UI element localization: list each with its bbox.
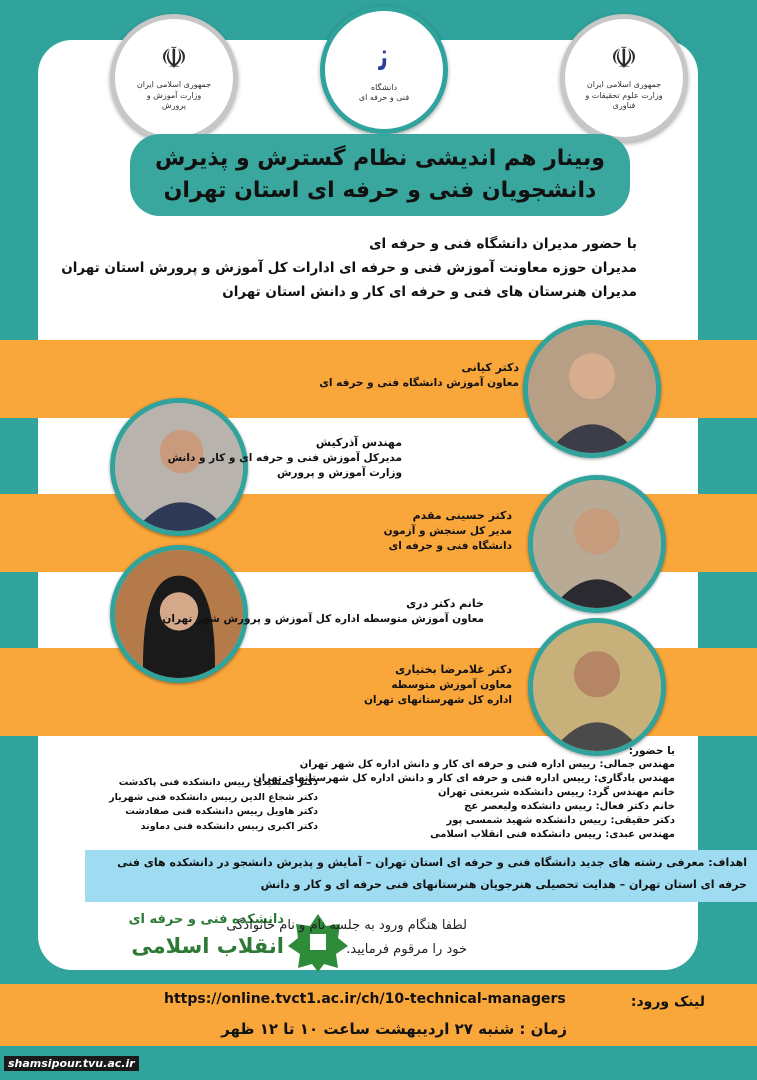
emblem-icon: ☫: [160, 41, 188, 77]
attendee-item: خانم دکتر فعال: رییس دانشکده ولیعصر عج: [464, 801, 675, 812]
attendee-item: دکتر حقیقی: رییس دانشکده شهید شمسی پور: [446, 815, 675, 826]
speaker-role: معاون آموزش متوسطه اداره کل آموزش و پرورش شهر تهران: [162, 613, 484, 625]
registration-note: [226, 914, 467, 962]
attendee-item: خانم مهندس گرد: رییس دانشکده شریعتی تهران: [438, 787, 675, 798]
speaker-name: دکتر کیانی: [461, 361, 519, 374]
speaker-name: مهندس آذرکیش: [315, 436, 402, 449]
registration-line-1: لطفا هنگام ورود به جلسه نام و نام خانوادگی: [226, 918, 467, 933]
ministry-science-logo-text: جمهوری اسلامی ایران وزارت علوم تحقیقات و فناوری: [585, 80, 663, 111]
ministry-science-logo: [560, 14, 688, 142]
speaker-name: خانم دکتر دری: [406, 597, 484, 610]
goals-line-1: اهداف: معرفی رشته های جدید دانشگاه فنی و حرفه ای استان تهران – آمایش و پذیرش دانشجو در دانشکده های فنی: [117, 856, 747, 869]
university-logo-text: دانشگاه فنی و حرفه ای: [358, 82, 410, 102]
university-emblem-icon: ﻧ: [378, 33, 390, 80]
ministry-education-logo-text: جمهوری اسلامی ایران وزارت آموزش و پرورش: [136, 80, 212, 111]
speaker-photo-kiani: [523, 320, 661, 458]
speaker-photo-bakhtiari: [528, 618, 666, 756]
deans-list: [109, 776, 318, 834]
ministry-education-logo: [110, 14, 238, 142]
person-icon: [533, 623, 661, 751]
college-name-1: دانشکده فنی و حرفه ای: [128, 912, 284, 927]
attendee-item: مهندس جمالی: رییس اداره فنی و حرفه ای کار و دانش اداره کل شهر تهران: [299, 759, 675, 770]
dean-item: دکتر هاویل رییس دانشکده فنی صفادشت: [125, 806, 318, 817]
dean-item: دکتر شجاع الدین رییس دانشکده فنی شهریار: [109, 791, 318, 803]
speaker-azarkish: [168, 435, 402, 481]
college-name-2: انقلاب اسلامی: [131, 934, 284, 958]
emblem-icon: ☫: [610, 41, 638, 77]
attendees-title: با حضور:: [628, 745, 675, 757]
university-logo: [320, 6, 448, 134]
speaker-name: دکتر حسینی مقدم: [412, 509, 512, 522]
speaker-role: دانشگاه فنی و حرفه ای: [388, 540, 512, 552]
dean-item: دکتر جمشیدی رییس دانشکده فنی پاکدشت: [118, 777, 318, 788]
speaker-role: اداره کل شهرستانهای تهران: [363, 694, 512, 706]
attendee-item: مهندس یادگاری: رییس اداره فنی و حرفه ای کار و دانش اداره کل شهرستانهای تهران: [253, 773, 675, 784]
speaker-role: مدیر کل سنجش و آزمون: [383, 525, 512, 537]
speaker-name: دکتر غلامرضا بختیاری: [395, 663, 512, 676]
webinar-link[interactable]: https://online.tvct1.ac.ir/ch/10-technical-managers: [164, 991, 566, 1007]
attendee-item: مهندس عبدی: رییس دانشکده فنی انقلاب اسلامی: [430, 829, 675, 840]
person-icon: [528, 325, 656, 453]
speaker-role: مدیرکل آموزش فنی و حرفه ای و کار و دانش: [167, 452, 402, 464]
speaker-role: وزارت آموزش و پرورش: [276, 467, 402, 479]
speaker-kiani: [319, 360, 519, 391]
goals-line-2: حرفه ای استان تهران – هدایت تحصیلی هنرجویان هنرستانهای فنی حرفه ای و کار و دانش: [260, 878, 747, 891]
watermark: shamsipour.tvu.ac.ir: [4, 1056, 139, 1071]
attendees-list: [253, 744, 675, 842]
intro-line-3: مدیران هنرستان های فنی و حرفه ای کار و دانش استان تهران: [222, 284, 637, 300]
dean-item: دکتر اکبری رییس دانشکده فنی دماوند: [140, 820, 318, 832]
speaker-role: معاون آموزش متوسطه: [391, 679, 512, 691]
title-line-1: وبینار هم اندیشی نظام گسترش و پذیرش: [155, 146, 605, 171]
intro-line-2: مدیران حوزه معاونت آموزش فنی و حرفه ای ادارات کل آموزش و پرورش استان تهران: [61, 260, 637, 276]
speaker-role: معاون آموزش دانشگاه فنی و حرفه ای: [319, 377, 519, 389]
event-time: زمان : شنبه ۲۷ اردیبهشت ساعت ۱۰ تا ۱۲ ظهر: [221, 1020, 567, 1038]
registration-line-2: خود را مرقوم فرمایید.: [346, 942, 467, 957]
person-icon: [533, 480, 661, 608]
webinar-title: [130, 134, 630, 216]
goals-band: [85, 850, 757, 902]
speaker-photo-hosseini: [528, 475, 666, 613]
title-line-2: دانشجویان فنی و حرفه ای استان تهران: [163, 178, 597, 203]
speaker-bakhtiari: [364, 662, 512, 708]
speaker-dorri: [162, 596, 484, 627]
intro-text: [61, 232, 637, 304]
intro-line-1: با حضور مدیران دانشگاه فنی و حرفه ای: [369, 236, 637, 252]
speaker-hosseini: [384, 508, 512, 554]
link-label: لینک ورود:: [630, 994, 705, 1010]
